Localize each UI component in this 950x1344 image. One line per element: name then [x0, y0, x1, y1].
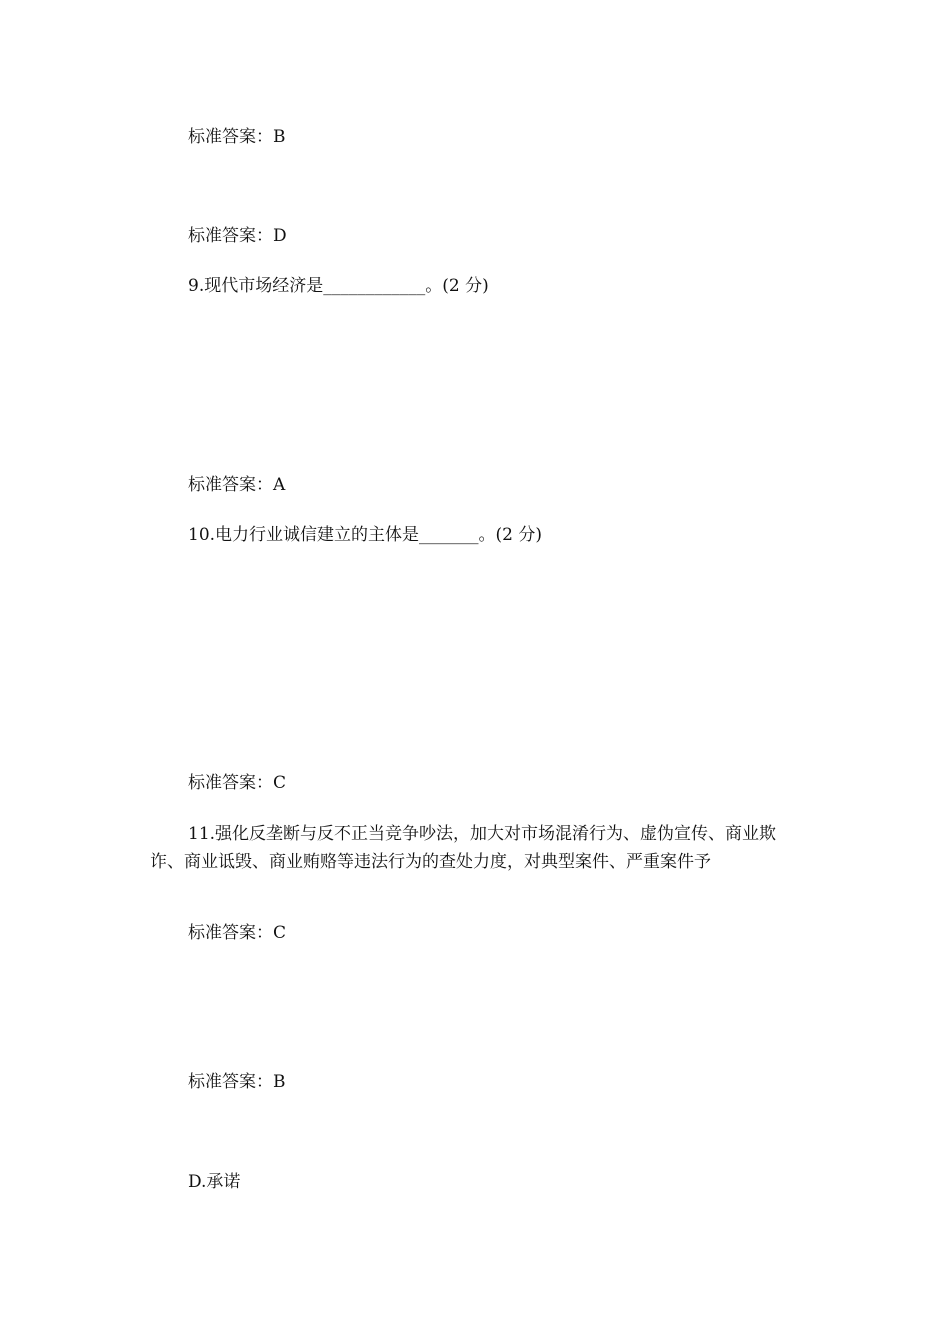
answer-line: 标准答案：B: [188, 1072, 286, 1092]
answer-line: 标准答案：D: [188, 226, 287, 246]
question-10: 10.电力行业诚信建立的主体是_______。(2 分): [188, 525, 543, 545]
answer-line: 标准答案：A: [188, 475, 286, 495]
question-9: 9.现代市场经济是____________。(2 分): [188, 276, 489, 296]
answer-line: 标准答案：C: [188, 923, 287, 943]
answer-line: 标准答案：C: [188, 773, 287, 793]
option-d: D.承诺: [188, 1172, 241, 1192]
question-11: 11.强化反垄断与反不正当竞争吵法，加大对市场混淆行为、虚伪宣传、商业欺诈、商业诋毁、商业贿赂等违法行为的查处力度，对典型案件、严重案件予: [150, 824, 777, 872]
answer-line: 标准答案：B: [188, 127, 286, 147]
